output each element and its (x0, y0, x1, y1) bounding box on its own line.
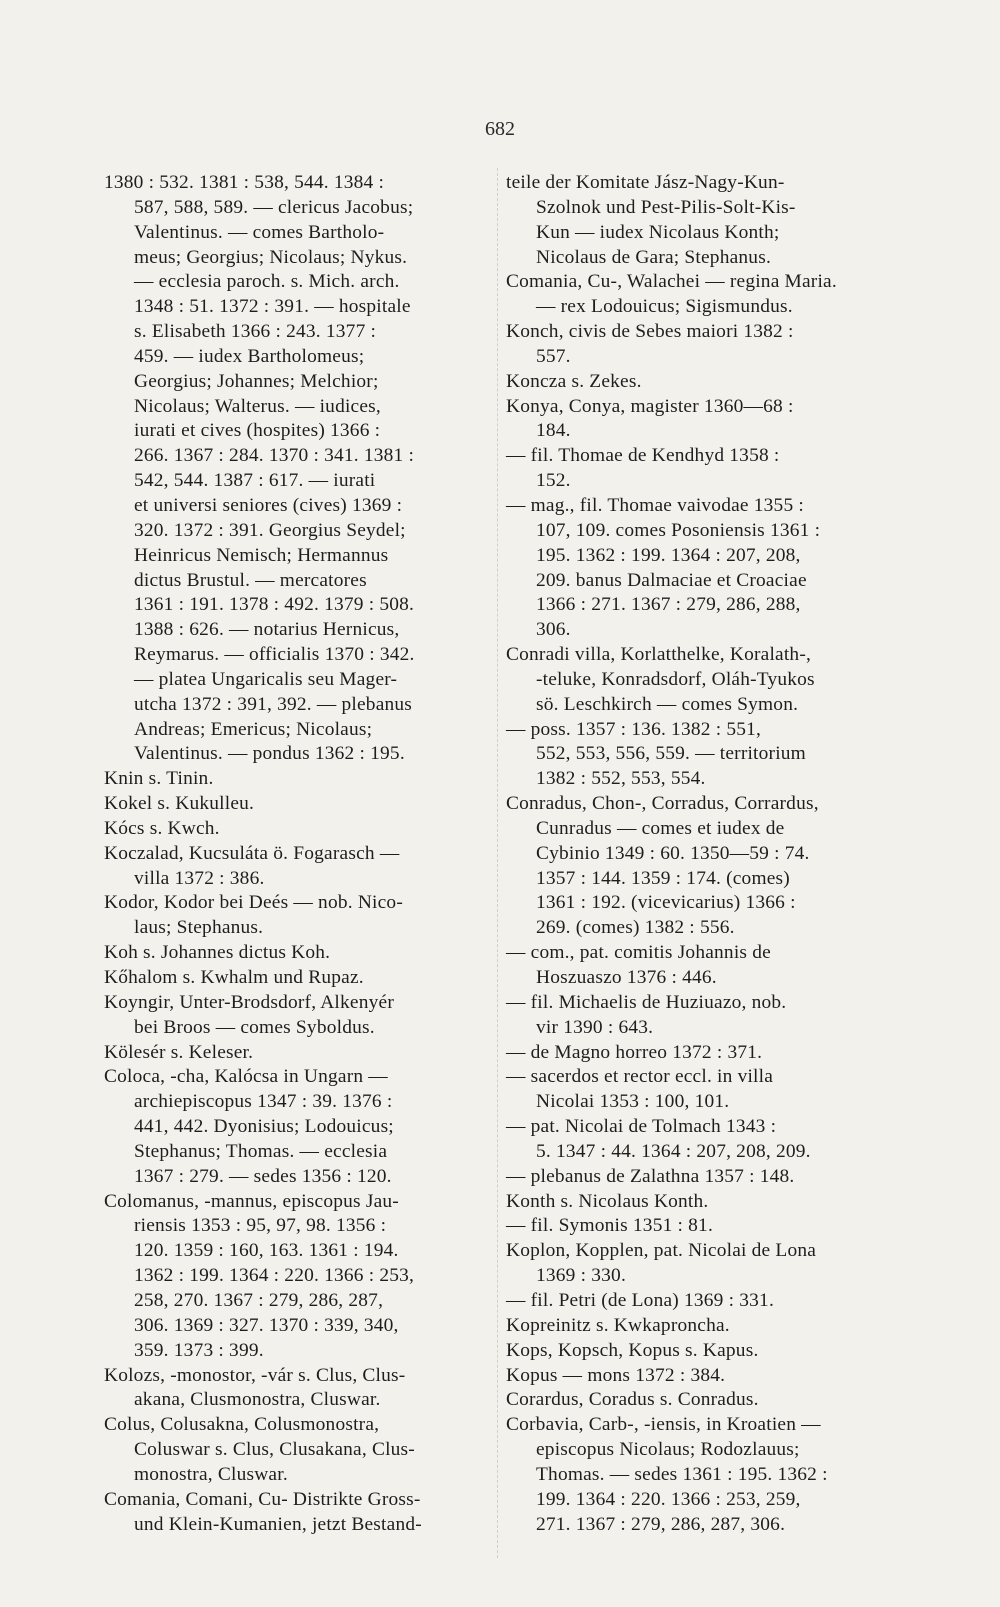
index-entry (506, 941, 894, 991)
entry-line: Corardus, Coradus s. Conradus. (506, 1389, 759, 1411)
index-entry (506, 270, 894, 320)
entry-line: dictus Brustul. — mercatores (134, 569, 367, 591)
index-entry (506, 320, 894, 370)
index-entry (506, 1065, 894, 1115)
left-column (104, 171, 488, 1537)
entry-line: — rex Lodouicus; Sigismundus. (536, 296, 793, 318)
index-entry (506, 991, 894, 1041)
entry-line: utcha 1372 : 391, 392. — plebanus (134, 693, 413, 715)
index-entry (104, 1065, 488, 1189)
entry-line: Kócs s. Kwch. (104, 817, 220, 839)
page-number: 682 (485, 118, 515, 140)
entry-line: 587, 588, 589. — clericus Jacobus; (134, 196, 414, 218)
entry-line: Reymarus. — officialis 1370 : 342. (134, 644, 415, 666)
entry-line: Cunradus — comes et iudex de (536, 817, 785, 839)
entry-line: 199. 1364 : 220. 1366 : 253, 259, (536, 1488, 801, 1510)
index-entry (104, 792, 488, 817)
entry-line: Kokel s. Kukulleu. (104, 793, 255, 815)
entry-line: 152. (536, 470, 571, 492)
entry-line: Valentinus. — pondus 1362 : 195. (134, 743, 405, 765)
entry-line: Valentinus. — comes Bartholo- (134, 221, 385, 243)
entry-line: 1388 : 626. — notarius Hernicus, (134, 619, 400, 641)
entry-line: Konya, Conya, magister 1360—68 : (506, 395, 794, 417)
entry-line: Kolozs, -monostor, -vár s. Clus, Clus- (104, 1364, 406, 1386)
entry-line: — fil. Petri (de Lona) 1369 : 331. (506, 1289, 774, 1311)
entry-line: 1382 : 552, 553, 554. (536, 768, 706, 790)
entry-line: Kopreinitz s. Kwkaproncha. (506, 1314, 730, 1336)
entry-line: Konth s. Nicolaus Konth. (506, 1190, 709, 1212)
entry-line: teile der Komitate Jász-Nagy-Kun- (506, 172, 785, 193)
index-entry (104, 1413, 488, 1488)
entry-line: 1367 : 279. — sedes 1356 : 120. (134, 1165, 392, 1187)
entry-line: Thomas. — sedes 1361 : 195. 1362 : (536, 1463, 828, 1485)
index-entry (104, 842, 488, 892)
entry-line: 1366 : 271. 1367 : 279, 286, 288, (536, 594, 801, 616)
entry-line: Conradus, Chon-, Corradus, Corrardus, (506, 793, 819, 815)
entry-line: Comania, Cu-, Walachei — regina Maria. (506, 271, 837, 293)
entry-line: 359. 1373 : 399. (134, 1339, 264, 1361)
entry-line: — ecclesia paroch. s. Mich. arch. (134, 271, 400, 293)
index-entry (506, 1364, 894, 1389)
entry-line: Colomanus, -mannus, episcopus Jau- (104, 1190, 399, 1212)
entry-line: Koyngir, Unter-Brodsdorf, Alkenyér (104, 991, 394, 1013)
index-entry (104, 941, 488, 966)
index-entry (104, 891, 488, 941)
entry-line: Comania, Comani, Cu- Distrikte Gross- (104, 1488, 421, 1510)
entry-line: — sacerdos et rector eccl. in villa (506, 1066, 774, 1088)
entry-line: et universi seniores (cives) 1369 : (134, 494, 403, 516)
entry-line: 1380 : 532. 1381 : 538, 544. 1384 : (104, 172, 385, 193)
entry-line: 195. 1362 : 199. 1364 : 207, 208, (536, 544, 801, 566)
entry-line: 320. 1372 : 391. Georgius Seydel; (134, 519, 406, 541)
entry-line: archiepiscopus 1347 : 39. 1376 : (134, 1091, 393, 1113)
entry-line: sö. Leschkirch — comes Symon. (536, 693, 799, 715)
entry-line: Nicolaus de Gara; Stephanus. (536, 246, 771, 268)
entry-line: 1348 : 51. 1372 : 391. — hospitale (134, 296, 411, 318)
entry-line: — poss. 1357 : 136. 1382 : 551, (506, 718, 762, 740)
entry-line: -teluke, Konradsdorf, Oláh-Tyukos (536, 668, 815, 690)
entry-line: 1361 : 192. (vicevicarius) 1366 : (536, 892, 796, 914)
entry-line: — fil. Michaelis de Huziuazo, nob. (506, 991, 787, 1013)
entry-line: und Klein-Kumanien, jetzt Bestand- (134, 1513, 422, 1535)
entry-line: 5. 1347 : 44. 1364 : 207, 208, 209. (536, 1140, 811, 1162)
entry-line: vir 1390 : 643. (536, 1016, 654, 1038)
entry-line: Kőhalom s. Kwhalm und Rupaz. (104, 967, 364, 988)
index-entry (506, 1388, 894, 1413)
index-entry (506, 1339, 894, 1364)
entry-line: akana, Clusmonostra, Cluswar. (134, 1389, 381, 1411)
index-entry (104, 1041, 488, 1066)
index-entry (104, 171, 488, 767)
index-entry (506, 171, 894, 270)
entry-line: Koncza s. Zekes. (506, 370, 642, 392)
index-entry (506, 494, 894, 643)
entry-line: 258, 270. 1367 : 279, 286, 287, (134, 1289, 384, 1311)
entry-line: 1369 : 330. (536, 1265, 626, 1287)
entry-line: 542, 544. 1387 : 617. — iurati (134, 470, 376, 492)
index-entry (104, 991, 488, 1041)
index-entry (506, 444, 894, 494)
entry-line: riensis 1353 : 95, 97, 98. 1356 : (134, 1215, 387, 1237)
entry-line: 107, 109. comes Posoniensis 1361 : (536, 519, 821, 541)
entry-line: Hoszuaszo 1376 : 446. (536, 967, 717, 988)
entry-line: Koczalad, Kucsuláta ö. Fogarasch — (104, 842, 400, 864)
entry-line: Conradi villa, Korlatthelke, Koralath-, (506, 644, 812, 666)
index-entry (506, 370, 894, 395)
index-entry (506, 1041, 894, 1066)
entry-line: Nicolai 1353 : 100, 101. (536, 1091, 730, 1113)
index-entry (506, 1214, 894, 1239)
entry-line: 306. (536, 619, 571, 641)
index-entry (506, 1289, 894, 1314)
index-entry (506, 643, 894, 718)
entry-line: — plebanus de Zalathna 1357 : 148. (506, 1165, 795, 1187)
entry-line: — platea Ungaricalis seu Mager- (134, 668, 398, 690)
entry-line: 269. (comes) 1382 : 556. (536, 917, 735, 939)
index-entry (104, 966, 488, 991)
entry-line: Kops, Kopsch, Kopus s. Kapus. (506, 1339, 759, 1361)
index-entry (506, 1239, 894, 1289)
entry-line: 266. 1367 : 284. 1370 : 341. 1381 : (134, 445, 415, 467)
entry-line: 1362 : 199. 1364 : 220. 1366 : 253, (134, 1265, 415, 1287)
entry-line: Andreas; Emericus; Nicolaus; (134, 718, 373, 740)
entry-line: 557. (536, 345, 571, 367)
entry-line: — pat. Nicolai de Tolmach 1343 : (506, 1116, 777, 1138)
entry-line: Nicolaus; Walterus. — iudices, (134, 395, 381, 417)
entry-line: — fil. Symonis 1351 : 81. (506, 1215, 714, 1237)
index-entry (506, 1165, 894, 1190)
entry-line: — mag., fil. Thomae vaivodae 1355 : (506, 494, 804, 516)
column-divider (497, 168, 498, 1558)
entry-line: Kölesér s. Keleser. (104, 1041, 254, 1063)
entry-line: Koplon, Kopplen, pat. Nicolai de Lona (506, 1240, 817, 1262)
index-entry (506, 1413, 894, 1537)
entry-line: 184. (536, 420, 571, 442)
entry-line: 120. 1359 : 160, 163. 1361 : 194. (134, 1240, 399, 1262)
right-column (506, 171, 894, 1537)
entry-line: Stephanus; Thomas. — ecclesia (134, 1140, 388, 1162)
entry-line: 441, 442. Dyonisius; Lodouicus; (134, 1116, 394, 1138)
index-entry (506, 718, 894, 793)
entry-line: — fil. Thomae de Kendhyd 1358 : (506, 445, 780, 467)
entry-line: villa 1372 : 386. (134, 867, 265, 889)
entry-line: 552, 553, 556, 559. — territorium (536, 743, 806, 765)
index-entry (104, 1190, 488, 1364)
entry-line: Konch, civis de Sebes maiori 1382 : (506, 321, 794, 343)
index-entry (506, 395, 894, 445)
entry-line: Coloca, -cha, Kalócsa in Ungarn — (104, 1066, 388, 1088)
entry-line: 209. banus Dalmaciae et Croaciae (536, 569, 807, 591)
index-entry (104, 767, 488, 792)
entry-line: 1357 : 144. 1359 : 174. (comes) (536, 867, 790, 889)
entry-line: — com., pat. comitis Johannis de (506, 942, 771, 964)
entry-line: Heinricus Nemisch; Hermannus (134, 544, 389, 566)
entry-line: iurati et cives (hospites) 1366 : (134, 420, 381, 442)
entry-line: laus; Stephanus. (134, 917, 264, 939)
index-entry (506, 1115, 894, 1165)
entry-line: — de Magno horreo 1372 : 371. (506, 1041, 763, 1063)
index-entry (104, 817, 488, 842)
entry-line: Corbavia, Carb-, -iensis, in Kroatien — (506, 1414, 821, 1436)
index-entry (506, 792, 894, 941)
entry-line: Cybinio 1349 : 60. 1350—59 : 74. (536, 842, 810, 864)
entry-line: bei Broos — comes Syboldus. (134, 1016, 375, 1038)
entry-line: 306. 1369 : 327. 1370 : 339, 340, (134, 1314, 399, 1336)
entry-line: 1361 : 191. 1378 : 492. 1379 : 508. (134, 594, 415, 616)
index-entry (104, 1488, 488, 1538)
entry-line: Georgius; Johannes; Melchior; (134, 370, 379, 392)
entry-line: monostra, Cluswar. (134, 1463, 288, 1485)
entry-line: s. Elisabeth 1366 : 243. 1377 : (134, 321, 377, 343)
entry-line: Szolnok und Pest-Pilis-Solt-Kis- (536, 196, 796, 218)
entry-line: Colus, Colusakna, Colusmonostra, (104, 1414, 380, 1436)
index-entry (104, 1364, 488, 1414)
entry-line: 271. 1367 : 279, 286, 287, 306. (536, 1513, 786, 1535)
entry-line: meus; Georgius; Nicolaus; Nykus. (134, 246, 408, 268)
entry-line: Koh s. Johannes dictus Koh. (104, 942, 331, 964)
entry-line: 459. — iudex Bartholomeus; (134, 345, 365, 367)
entry-line: Kopus — mons 1372 : 384. (506, 1364, 726, 1386)
entry-line: Knin s. Tinin. (104, 768, 214, 790)
index-entry (506, 1314, 894, 1339)
entry-line: Kun — iudex Nicolaus Konth; (536, 221, 780, 243)
index-entry (506, 1190, 894, 1215)
entry-line: episcopus Nicolaus; Rodozlauus; (536, 1439, 800, 1461)
entry-line: Coluswar s. Clus, Clusakana, Clus- (134, 1439, 415, 1461)
entry-line: Kodor, Kodor bei Deés — nob. Nico- (104, 892, 403, 914)
